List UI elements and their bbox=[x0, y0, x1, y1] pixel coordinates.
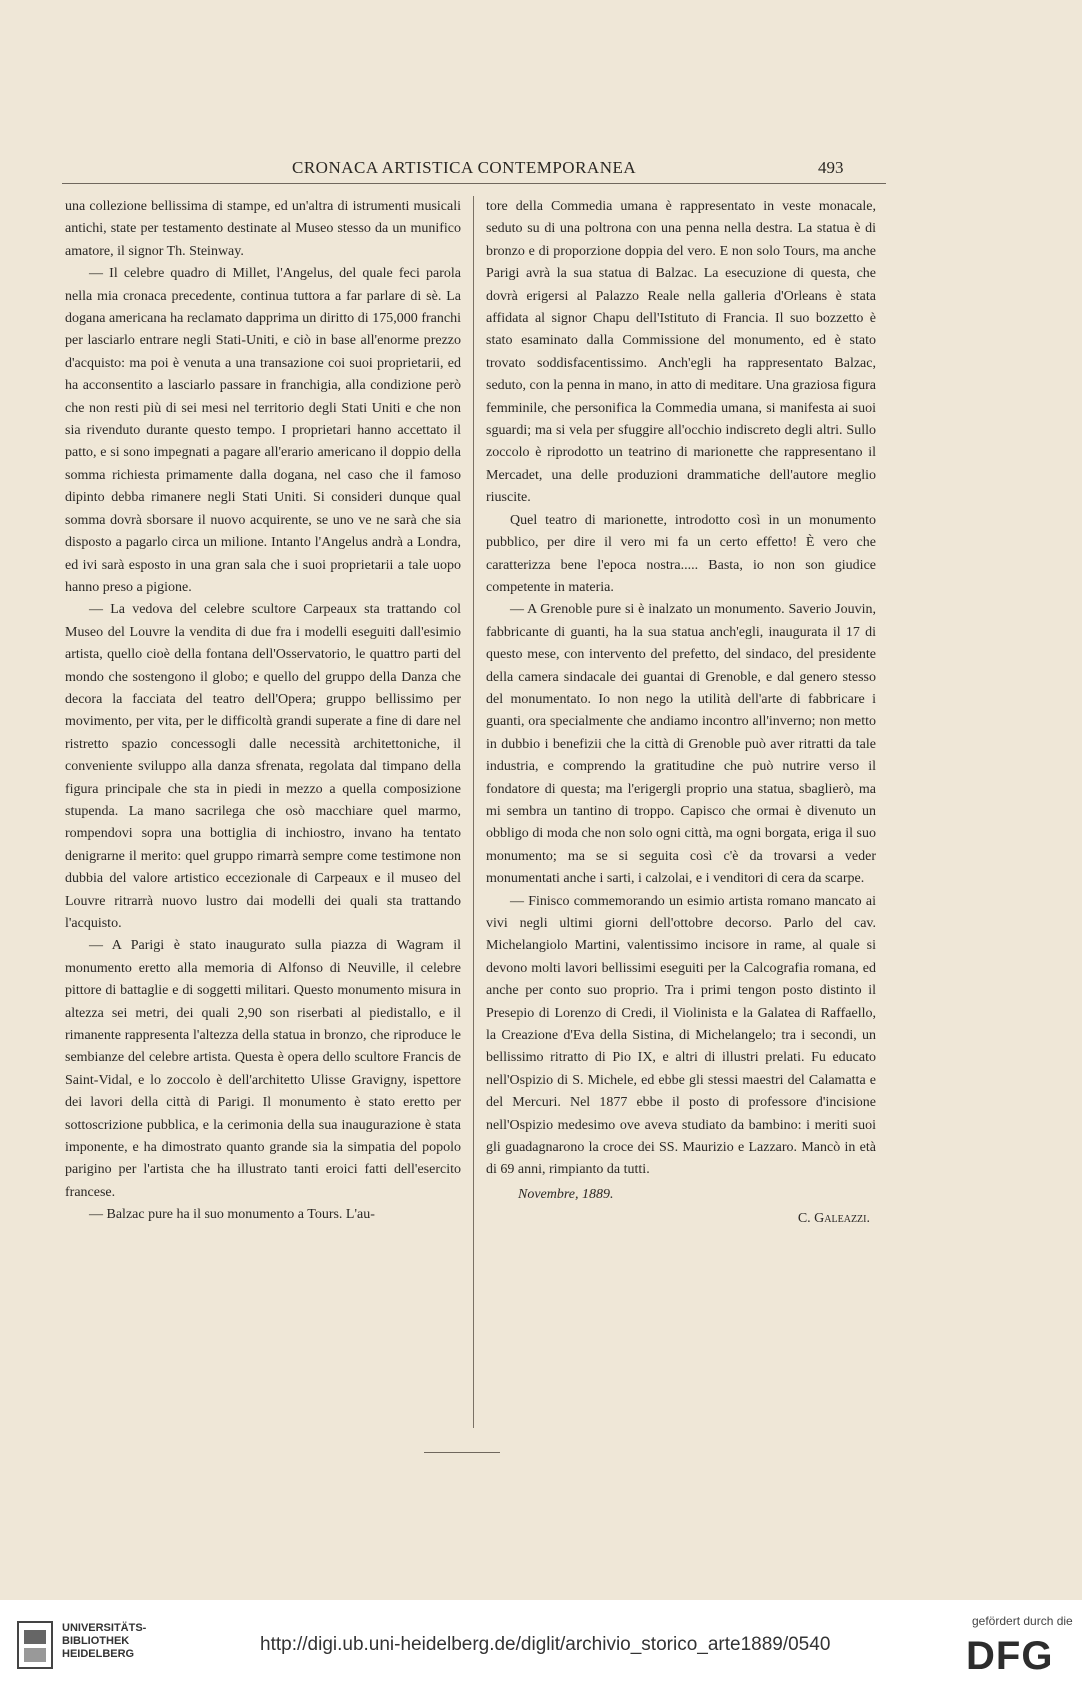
page-number: 493 bbox=[818, 158, 844, 177]
permalink-url[interactable]: http://digi.ub.uni-heidelberg.de/diglit/archivio_storico_arte1889/0540 bbox=[260, 1634, 831, 1655]
footer-bar bbox=[0, 1600, 1082, 1685]
library-name-line: UNIVERSITÄTS- bbox=[62, 1622, 147, 1634]
library-name-line: HEIDELBERG bbox=[62, 1648, 135, 1660]
paragraph: — La vedova del celebre scultore Carpeaux sta trattando col Museo del Louvre la vendita di due fra i modelli eseguiti dall'esimio artista, quello cioè della fontana dell'Osservatorio, le quattro parti del mondo che sostengono il globo; e quello del gruppo della Danza che decora la facciata del teatro dell'Opera; gruppo bellissimo per movimento, per vita, per le difficoltà grandi superate a fine di dare nel ristretto spazio concessogli dalle necessità architettoniche, il conveniente sviluppo alla danza sfrenata, regolata dal timpano della figura principale che sta in piedi in mezzo a quella composizione stupenda. La mano sacrilega che osò macchiare quel marmo, rompendovi sopra una bottiglia di inchiostro, invano ha tentato denigrarne il merito: quel gruppo rimarrà sempre come testimone non dubbia del valore artistico eccezionale di Carpeaux e il museo del Louvre ritrarrà nuovo lustro dai modelli dei quali sta trattando l'acquisto. bbox=[65, 602, 461, 931]
dfg-logo: DFG bbox=[966, 1634, 1054, 1678]
library-name bbox=[62, 1622, 146, 1661]
paragraph: Quel teatro di marionette, introdotto così in un monumento pubblico, per dire il vero mi fa un certo effetto! È vero che caratterizza bene l'epoca nostra..... Basta, io non son giudice competente in materia. bbox=[486, 512, 876, 595]
paragraph: una collezione bellissima di stampe, ed un'altra di istrumenti musicali antichi, state per testamento destinate al Museo stesso da un munifico amatore, il signor Th. Steinway. bbox=[65, 199, 461, 259]
university-seal-icon bbox=[16, 1620, 54, 1670]
paragraph: — Balzac pure ha il suo monumento a Tours. L'au- bbox=[89, 1207, 375, 1223]
paragraph: tore della Commedia umana è rappresentato in veste monacale, seduto su di una poltrona con una penna nella destra. La statua è di bronzo e di proporzione doppia del vero. E non solo Tours, ma anche Parigi avrà la sua statua di Balzac. La esecuzione di questa, che dovrà erigersi al Palazzo Reale nella galleria d'Orleans è stata affidata al signor Chapu dell'Istituto di Francia. Il suo bozzetto è stato esaminato dalla Commissione del monumento, ed è stato trovato soddisfacentissimo. Anch'egli ha rappresentato Balzac, seduto, con la penna in mano, in atto di meditare. Una graziosa figura femminile, che personifica la Commedia umana, si manifesta ai suoi sguardi; ma si vela per sfuggire all'occhio indiscreto degli altri. Sullo zoccolo è riprodotto un teatrino di marionette che rappresentano il Mercadet, una delle produzioni drammatiche dell'autore meglio riuscite. bbox=[486, 199, 876, 506]
right-column bbox=[486, 196, 876, 1231]
left-column bbox=[65, 196, 461, 1227]
library-name-line: BIBLIOTHEK bbox=[62, 1635, 130, 1647]
date-line: Novembre, 1889. bbox=[518, 1186, 614, 1202]
paragraph: — Il celebre quadro di Millet, l'Angelus, del quale feci parola nella mia cronaca precedente, continua tuttora a far parlare di sè. La dogana americana ha reclamato dapprima un diritto di 175,000 franchi per lasciarlo entrare negli Stati-Uniti, e ciò in base all'enorme prezzo d'acquisto: ma poi è venuta a una transazione coi suoi proprietarii, ed ha acconsentito a lasciarlo passare in franchigia, alla condizione però che non resti più di sei mesi nel territorio degli Stati Uniti e che non sia rivenduto durante questo tempo. I proprietari hanno accettato il patto, e si sono impegnati a pagare all'erario americano il doppio della somma richiesta primamente dalla dogana, nel caso che il famoso dipinto debba rimanere negli Stati Uniti. Si consideri dunque qual somma dovrà sborsare il nuovo acquirente, se uno ve ne sarà che sia disposto a pagarlo circa un milione. Intanto l'Angelus andrà a Londra, ed ivi sarà esposto in una gran sala che i suoi proprietarii a tale uopo hanno preso a pigione. bbox=[65, 266, 461, 595]
end-rule bbox=[424, 1452, 500, 1453]
paragraph: — A Parigi è stato inaugurato sulla piazza di Wagram il monumento eretto alla memoria di Alfonso di Neuville, il celebre pittore di battaglie e di soggetti militari. Questo monumento misura in altezza sei metri, dei quali 2,90 son riserbati al piedistallo, e il rimanente rappresenta l'altezza della statua in bronzo, che riproduce le sembianze del celebre artista. Questa è opera dello scultore Francis de Saint-Vidal, e lo zoccolo è dell'architetto Ulisse Gravigny, ispettore dei lavori della città di Parigi. Il monumento è stato eretto per sottoscrizione pubblica, e la cerimonia della sua inaugurazione è stata imponente, e ha dimostrato quanto grande sia la simpatia del popolo parigino per l'artista che ha illustrato tanti eroici fatti dell'esercito francese. bbox=[65, 938, 461, 1200]
paragraph: — A Grenoble pure si è inalzato un monumento. Saverio Jouvin, fabbricante di guanti, ha la sua statua anch'egli, inaugurata il 17 di questo mese, con intervento del prefetto, del sindaco, del presidente della camera sindacale dei guantai di Grenoble, e dal genero stesso del monumentato. Io non nego la utilità dell'arte di fabbricare i guanti, ora specialmente che andiamo incontro all'inverno; non metto in dubbio i benefizii che la città di Grenoble può aver ritratti da tale industria, e comprendo la gratitudine che può nutrire verso il fondatore di questa; ma l'erigergli proprio una statua, sbaglierò, ma mi sembra un tantino di troppo. Capisco che ormai è divenuto un obbligo di moda che non solo ogni città, ma ogni borgata, eriga il suo monumento; ma se si seguita così c'è da trovarsi a veder monumentati anche i sarti, i calzolai, e i venditori di cera da scarpe. bbox=[486, 602, 876, 887]
header-rule bbox=[62, 183, 886, 184]
author-signature: C. Galeazzi. bbox=[797, 1211, 870, 1227]
paragraph: — Finisco commemorando un esimio artista romano mancato ai vivi negli ultimi giorni dell'ottobre decorso. Parlo del cav. Michelangiolo Martini, valentissimo incisore in rame, al quale si devono molti lavori bellissimi eseguiti per la Calcografia romana, ed anche per conto suo proprio. Tra i primi tengon posto distinto il Presepio di Lorenzo di Credi, il Violinista e la Galatea di Raffaello, la Creazione d'Eva della Sistina, di Michelangelo; tra i secondi, un bellissimo ritratto di Pio IX, e altri di illustri prelati. Fu educato nell'Ospizio di S. Michele, ed ebbe gli stessi maestri del Calamatta e del Mercuri. Nel 1877 ebbe il posto di professore d'incisione nell'Ospizio medesimo ove aveva studiato da bambino: i meriti suoi gli guadagnarono la croce dei SS. Maurizio e Lazzaro. Mancò in età di 69 anni, rimpianto da tutti. bbox=[486, 893, 876, 1178]
running-header-title: CRONACA ARTISTICA CONTEMPORANEA bbox=[292, 158, 637, 177]
funder-caption: gefördert durch die bbox=[972, 1614, 1073, 1628]
column-divider bbox=[473, 196, 474, 1428]
